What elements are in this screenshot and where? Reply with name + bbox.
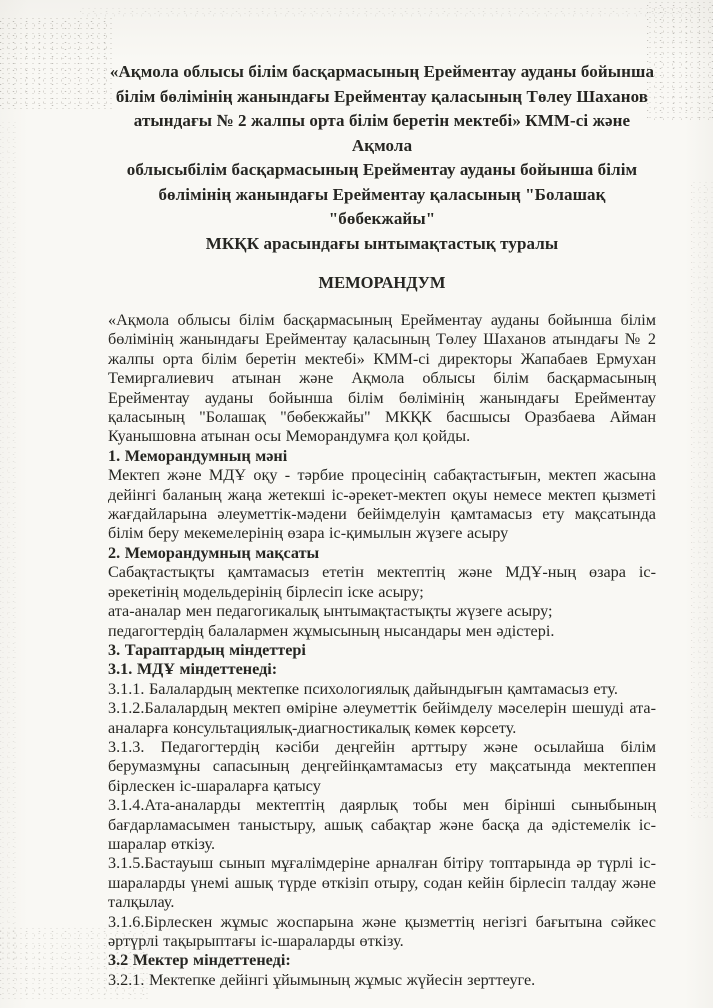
clause-3-1-4: 3.1.4.Ата-аналарды мектептің даярлық тобы мен бірінші сыныбының бағдарламасымен таныстыру, ашық сабақтар және басқа да әдістемелік іс-шаралар өткізу. [108, 796, 656, 853]
scan-noise-top-left [0, 16, 112, 112]
clause-3-1-6: 3.1.6.Бірлескен жұмыс жоспарына және қызметтің негізгі бағытына сәйкес әртүрлі тақырыптағы іс-шараларды өткізу. [108, 912, 656, 950]
intro-paragraph: «Ақмола облысы білім басқармасының Ерейментау ауданы бойынша білім бөлімінің жанындағы Ерейментау қаласының Төлеу Шаханов атындағы № 2 жалпы орта білім беретін мектебі» КММ-сі директоры Жапабаев Ермухан Темиргалиевич атынан және Ақмола облысы білім басқармасының Ерейментау ауданы бойынша білім бөлімінің жанындағы Ерейментау қаласының "Болашақ "бөбекжайы" МКҚК басшысы Оразбаева Айман Куанышовна атынан осы Меморандумға қол қойды. [108, 311, 656, 446]
memorandum-heading: МЕМОРАНДУМ [318, 273, 446, 292]
clause-3-2-1: 3.2.1. Мектепке дейінгі ұйымының жұмыс жүйесін зерттеуге. [108, 970, 536, 989]
section-heading-3-1: 3.1. МДҰ міндеттенеді: [108, 660, 278, 679]
paragraph-section-2: Сабақтастықты қамтамасыз ететін мектептің және МДҰ-ның өзара іс-әрекетінің модельдерінің бірлесіп іске асыру; [108, 563, 656, 601]
title-line: облысыбілім басқармасының Ерейментау ауданы бойынша білім [126, 160, 638, 179]
document-title [108, 0, 656, 256]
paragraph-section-1: Мектеп және МДҰ оқу - тәрбие процесінің сабақтастығын, мектеп жасына дейінгі баланың жаңа жетекші іс-әрекет-мектеп оқуы немесе мектеп қызметі жағдайларына әлеуметтік-мәдени бейімделуін қамтамасыз ету мақсатында білім беру мекемелерінің өзара іс-қимылын жүзеге асыру [108, 466, 656, 543]
title-line: МКҚК арасындағы ынтымақтастық туралы [205, 233, 559, 253]
title-line: «Ақмола облысы білім басқармасының Ерейментау ауданы бойынша [109, 62, 655, 81]
paragraph-section-2-item: ата-аналар мен педагогикалық ынтымақтастықты жүзеге асыру; [108, 602, 553, 621]
scan-noise-left-edge [0, 120, 16, 960]
document-body [108, 311, 656, 990]
document-content [108, 0, 656, 990]
title-line: білім бөлімінің жанындағы Ерейментау қаласының Төлеу Шаханов [115, 86, 649, 106]
title-line: атындағы № 2 жалпы орта білім беретін мектебі» КММ-сі және Ақмола [133, 111, 631, 155]
title-line: бөлімінің жанындағы Ерейментау қаласының "Болашақ "бөбекжайы" [158, 184, 606, 228]
section-heading-1: 1. Меморандумның мәні [108, 446, 288, 465]
clause-3-1-2: 3.1.2.Балалардың мектеп өміріне әлеуметтік бейімделу мәселерін шешуді ата-аналарға консультациялық-диагностикалық көмек көрсету. [108, 699, 656, 737]
clause-3-1-5: 3.1.5.Бастауыш сынып мұғалімдеріне арналған бітіру топтарында әр түрлі іс-шараларды үнемі ашық түрде өткізіп отыру, содан кейін бірлесіп талдау және талқылау. [108, 854, 656, 912]
clause-3-1-3: 3.1.3. Педагогтердің кәсіби деңгейін арттыру және осылайша білім берумазмұны сапасының деңгейінқамтамасыз ету мақсатында мектеппен бірлескен іс-шараларға қатысу [108, 737, 656, 795]
paragraph-section-2-item: педагогтердің балалармен жұмысының нысандары мен әдістері. [108, 621, 555, 640]
scan-noise-top-right [647, 0, 713, 120]
section-heading-2: 2. Меморандумның мақсаты [108, 543, 320, 562]
section-heading-3-2: 3.2 Мектер міндеттенеді: [108, 951, 291, 970]
scan-noise-right-edge [691, 180, 713, 820]
clause-3-1-1: 3.1.1. Балалардың мектепке психологиялық дайындығын қамтамасыз ету. [108, 679, 618, 698]
section-heading-3: 3. Тараптардың міндеттері [108, 640, 306, 659]
